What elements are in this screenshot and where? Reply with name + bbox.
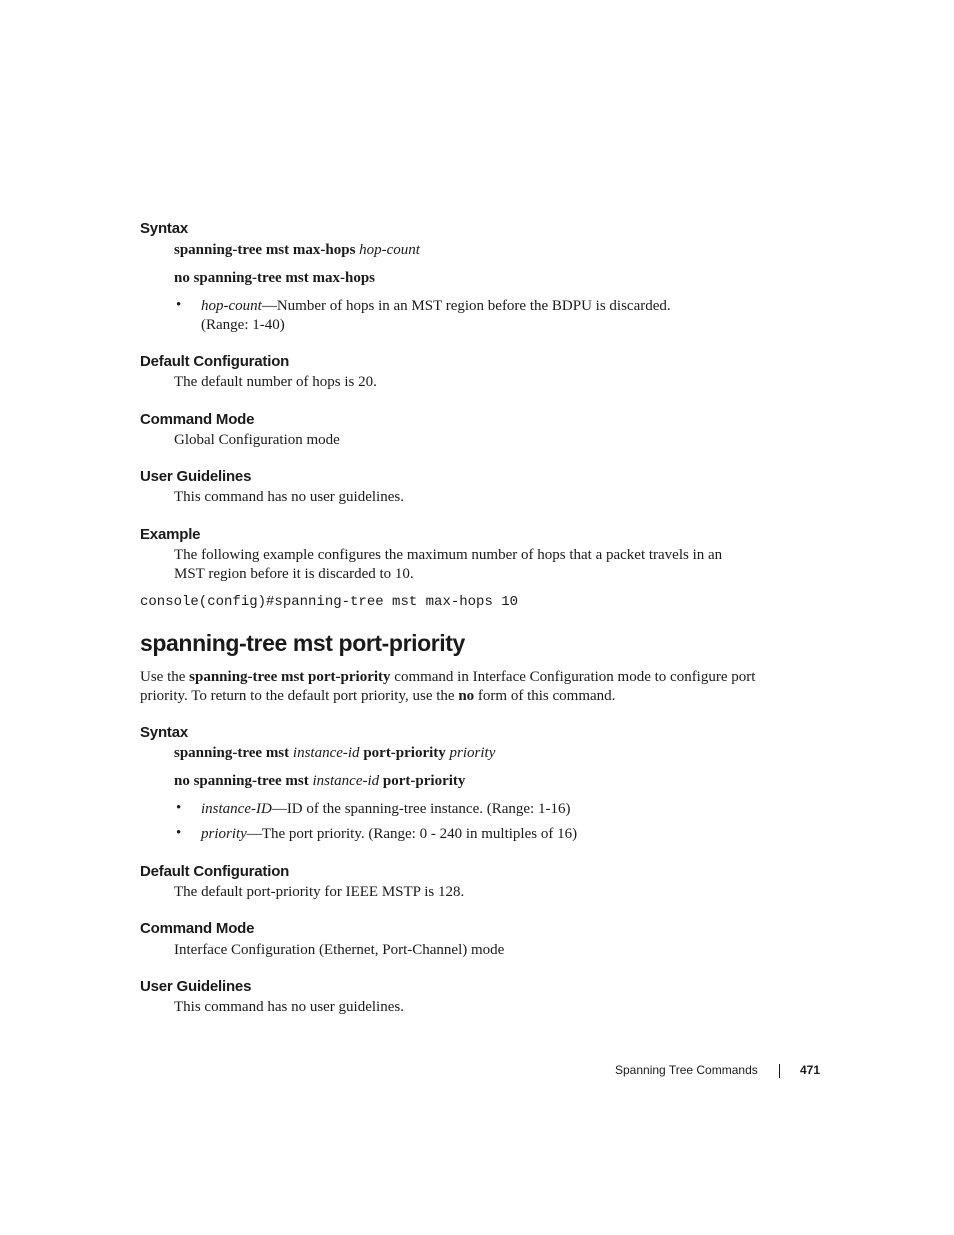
bullet: • bbox=[176, 800, 182, 816]
footer-section-name: Spanning Tree Commands bbox=[615, 1063, 758, 1077]
default-config-heading: Default Configuration bbox=[140, 863, 290, 880]
parameter-item: instance-ID—ID of the spanning-tree instance. (Range: 1-16) bbox=[201, 801, 571, 817]
default-config-heading: Default Configuration bbox=[140, 353, 290, 370]
parameter-item: hop-count—Number of hops in an MST region before the BDPU is discarded. (Range: 1-40) bbox=[201, 298, 671, 333]
syntax-heading: Syntax bbox=[140, 220, 188, 237]
user-guidelines-heading: User Guidelines bbox=[140, 468, 252, 485]
bullet: • bbox=[176, 297, 182, 313]
bullet: • bbox=[176, 825, 182, 841]
example-code: console(config)#spanning-tree mst max-hops 10 bbox=[140, 594, 519, 610]
default-config-text: The default port-priority for IEEE MSTP is 128. bbox=[174, 884, 465, 900]
parameter-item: priority—The port priority. (Range: 0 - 240 in multiples of 16) bbox=[201, 826, 578, 842]
command-mode-text: Global Configuration mode bbox=[174, 432, 340, 448]
user-guidelines-text: This command has no user guidelines. bbox=[174, 999, 404, 1015]
syntax-heading: Syntax bbox=[140, 724, 188, 741]
syntax-line-no: no spanning-tree mst instance-id port-priority bbox=[174, 773, 466, 789]
example-heading: Example bbox=[140, 526, 201, 543]
syntax-line-no: no spanning-tree mst max-hops bbox=[174, 270, 375, 286]
command-title: spanning-tree mst port-priority bbox=[140, 630, 465, 656]
default-config-text: The default number of hops is 20. bbox=[174, 374, 377, 390]
command-mode-heading: Command Mode bbox=[140, 411, 255, 428]
command-mode-text: Interface Configuration (Ethernet, Port-Channel) mode bbox=[174, 942, 505, 958]
command-mode-heading: Command Mode bbox=[140, 920, 255, 937]
page-number: 471 bbox=[800, 1063, 821, 1077]
command-intro: Use the spanning-tree mst port-priority command in Interface Configuration mode to configure port priority. To return to the default port priority, use the no form of this command. bbox=[140, 669, 756, 704]
footer-divider bbox=[779, 1064, 780, 1078]
example-text: The following example configures the maximum number of hops that a packet travels in an MST region before it is discarded to 10. bbox=[174, 547, 723, 582]
user-guidelines-text: This command has no user guidelines. bbox=[174, 489, 404, 505]
syntax-line: spanning-tree mst instance-id port-priority priority bbox=[174, 745, 496, 761]
syntax-line: spanning-tree mst max-hops hop-count bbox=[174, 242, 420, 258]
user-guidelines-heading: User Guidelines bbox=[140, 978, 252, 995]
